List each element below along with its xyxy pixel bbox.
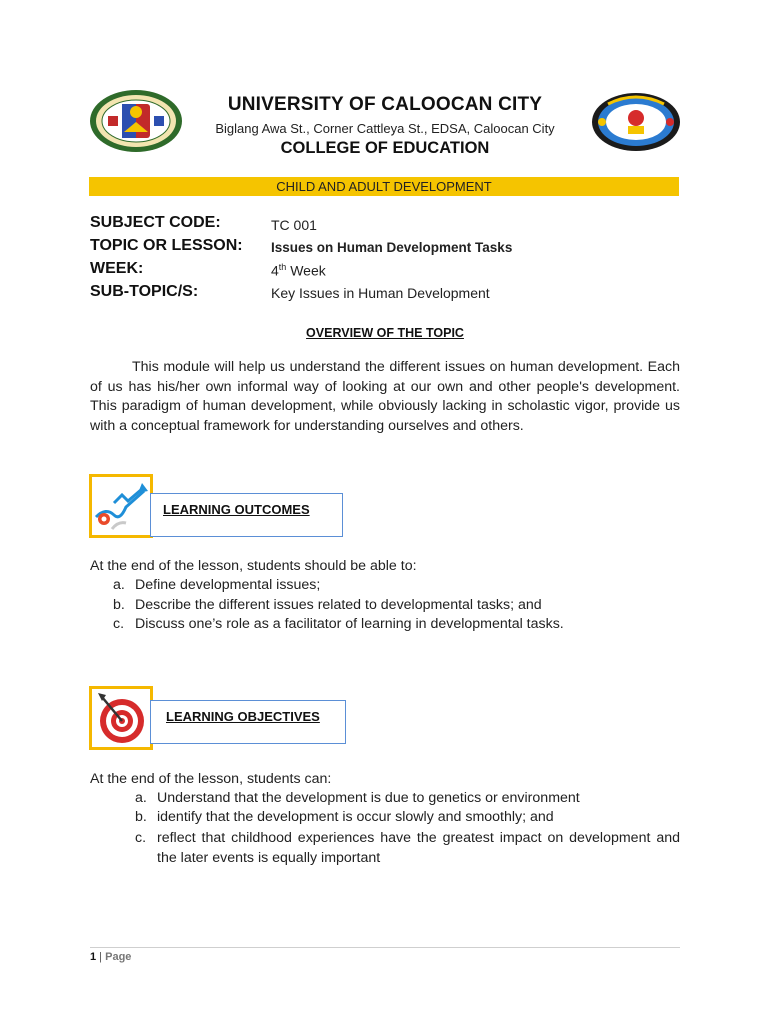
footer-divider — [90, 947, 680, 948]
overview-body: This module will help us understand the different issues on human development. Each of us has his/her own informal way of looking at our own and other people's development. This paradigm of human development, while obviously lacking in scholastic vigor, provide us with a conceptual framework for understanding ourselves and others. — [90, 359, 680, 434]
education-logo — [590, 92, 682, 152]
learning-objectives-heading: LEARNING OBJECTIVES — [166, 709, 320, 724]
overview-title: OVERVIEW OF THE TOPIC — [306, 326, 464, 340]
target-icon — [92, 689, 150, 747]
outcome-item — [113, 597, 542, 613]
subject-code-label: SUBJECT CODE: — [90, 214, 221, 231]
week-word: Week — [286, 262, 326, 279]
outcome-item — [113, 616, 564, 632]
college-name: COLLEGE OF EDUCATION — [280, 139, 490, 157]
objective-text: identify that the development is occur slowly and smoothly; and — [157, 809, 554, 825]
topic-label: TOPIC OR LESSON: — [90, 237, 243, 254]
outcome-text: Define developmental issues; — [135, 577, 321, 593]
objective-item — [135, 809, 680, 825]
outcome-marker: a. — [113, 577, 125, 593]
footer-separator: | — [96, 951, 106, 963]
growth-chart-icon — [92, 477, 150, 535]
outcomes-label-box — [150, 493, 343, 537]
objective-marker: b. — [135, 809, 147, 825]
subject-code-value: TC 001 — [271, 217, 317, 233]
topic-value: Issues on Human Development Tasks — [271, 240, 513, 255]
page-footer — [90, 951, 131, 963]
outcome-marker: c. — [113, 616, 125, 632]
outcome-item — [113, 577, 320, 593]
objective-text: Understand that the development is due to genetics or environment — [157, 790, 580, 806]
outcome-marker: b. — [113, 597, 125, 613]
outcomes-icon-box — [89, 474, 153, 538]
course-title: CHILD AND ADULT DEVELOPMENT — [276, 179, 492, 194]
objectives-label-box — [150, 700, 346, 744]
subtopic-value: Key Issues in Human Development — [271, 285, 490, 301]
week-number: 4 — [271, 262, 279, 279]
objective-marker: c. — [135, 830, 147, 846]
learning-outcomes-heading: LEARNING OUTCOMES — [163, 502, 310, 517]
outcome-text: Describe the different issues related to developmental tasks; and — [135, 597, 542, 613]
university-name: UNIVERSITY OF CALOOCAN CITY — [227, 94, 543, 115]
outcome-text: Discuss one’s role as a facilitator of learning in developmental tasks. — [135, 616, 564, 632]
objectives-icon-box — [89, 686, 153, 750]
week-suffix: th — [278, 262, 287, 272]
week-value — [271, 262, 326, 279]
objective-item — [135, 829, 680, 868]
page-number: 1 — [90, 951, 97, 963]
week-label: WEEK: — [90, 260, 144, 277]
subtopic-label: SUB-TOPIC/S: — [90, 283, 199, 300]
outcomes-lead: At the end of the lesson, students should be able to: — [90, 558, 417, 574]
objective-item — [135, 790, 680, 806]
objectives-lead: At the end of the lesson, students can: — [90, 771, 332, 787]
page-label: Page — [105, 951, 132, 963]
university-seal-logo — [88, 88, 184, 154]
course-banner — [89, 177, 679, 196]
objective-marker: a. — [135, 790, 147, 806]
objective-text: reflect that childhood experiences have the greatest impact on development and the later events is equally important — [157, 830, 680, 866]
university-address: Biglang Awa St., Corner Cattleya St., EDSA, Caloocan City — [215, 121, 555, 136]
